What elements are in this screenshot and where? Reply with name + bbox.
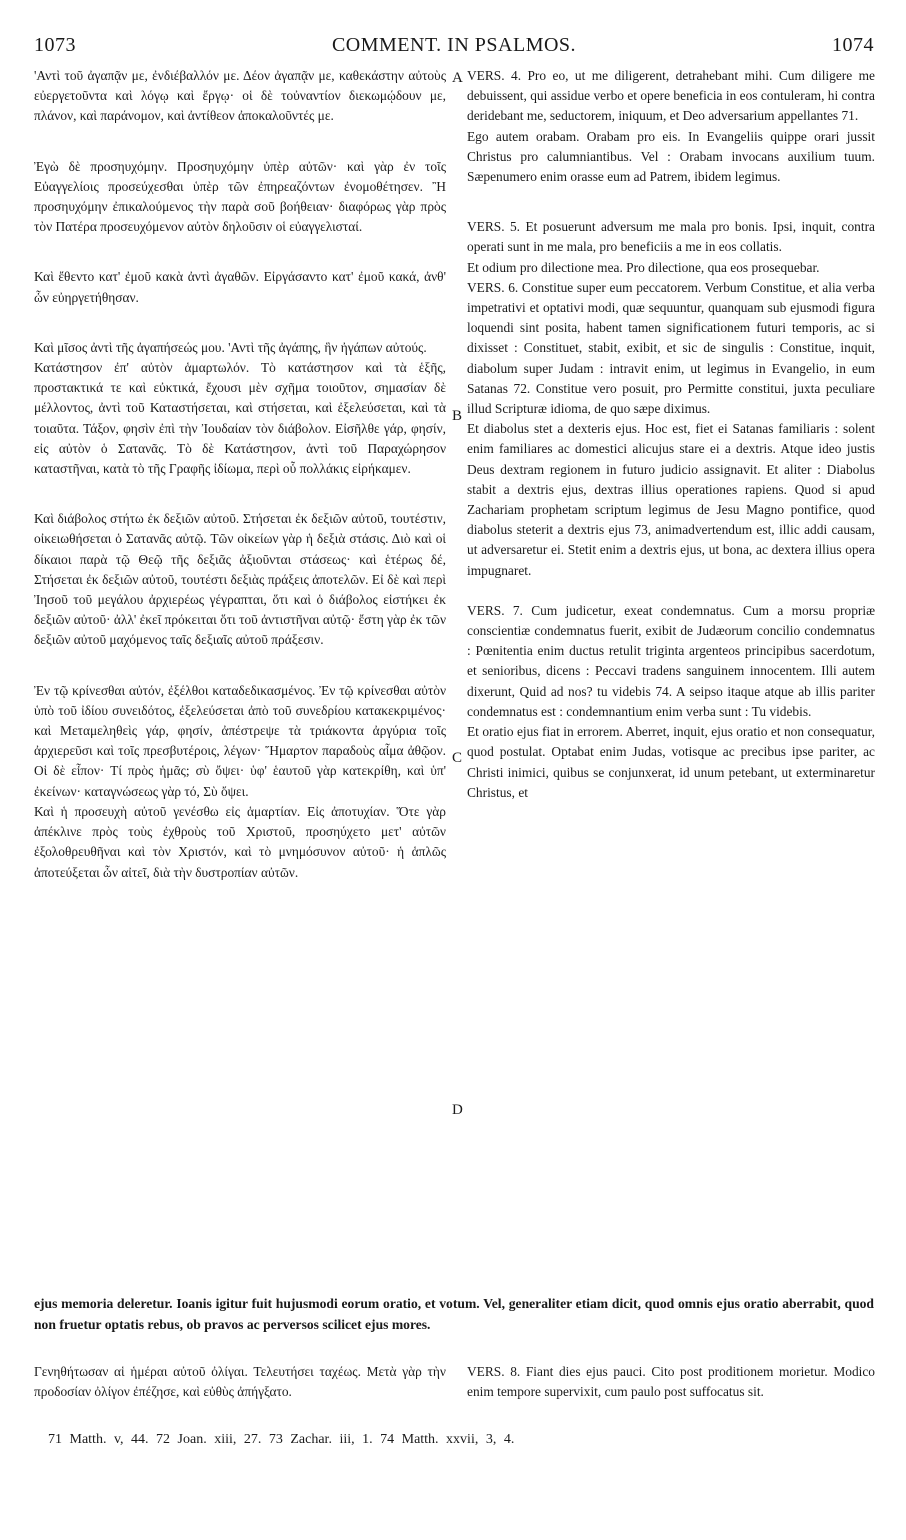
left-page-number: 1073 xyxy=(34,34,76,56)
footnotes: 71 Matth. v, 44. 72 Joan. xiii, 27. 73 Zachar. iii, 1. 74 Matth. xxvii, 3, 4. xyxy=(48,1432,515,1447)
latin-paragraph: Et odium pro dilectione mea. Pro dilectione, qua eos prosequebar. xyxy=(467,259,820,275)
margin-marker-d: D xyxy=(452,1102,463,1118)
right-page-number: 1074 xyxy=(832,34,874,56)
latin-closing xyxy=(467,1362,875,1402)
latin-paragraph: VERS. 4. Pro eo, ut me diligerent, detrahebant mihi. Cum diligere me debuissent, qui assidue verbo et opere beneficia in eos contuleram, hi contra deridebant me, seductorem, iniquum, et Deo adversarium appellantes 71. xyxy=(467,68,875,124)
greek-column xyxy=(34,66,446,883)
latin-paragraph: Ego autem orabam. Orabam pro eis. In Evangeliis quippe orari jussit Christus pro calumniantibus. Vel : Orabam invocans auxilium tuum. Sæpenumero enim orasse eum ad Patrem, ibidem legimus. xyxy=(467,128,875,185)
margin-marker-c: C xyxy=(452,750,463,766)
greek-paragraph: Καὶ διάβολος στήτω ἐκ δεξιῶν αὐτοῦ. Στήσεται ἐκ δεξιῶν αὐτοῦ, τουτέστιν, οἰκειωθήσεται ὁ Σατανᾶς αὐτῷ. Τῶν οἰκείων γὰρ ἡ δεξιὰ στάσις. Διὸ καὶ οἱ δίκαιοι παρὰ τῷ Θεῷ τῆς δεξιᾶς ἀξιοῦνται στάσεως· καὶ ἑτέρως δέ, Στήσεται ἐκ δεξιῶν αὐτοῦ, τουτέστι δεξιὰς πράξεις ἀποτελῶν. Εἰ δὲ καὶ περὶ Ἰησοῦ τοῦ μεγάλου ἀρχιερέως γέγραπται, ὅτι καὶ ὁ διάβολος εἱστήκει ἐκ δεξιῶν αὐτοῦ· ἀλλ' ἐκεῖ πρόκειται ὅτι τοῦ ἀντιστῆναι αὐτῷ· ἔστη γὰρ ἐκ τῶν δεξιῶν αὐτοῦ μαχόμενος ταῖς δεξιαῖς αὐτοῦ πράξεσιν. xyxy=(34,511,446,648)
greek-closing xyxy=(34,1362,446,1402)
latin-column xyxy=(467,66,875,803)
greek-paragraph: Ἐν τῷ κρίνεσθαι αὐτόν, ἐξέλθοι καταδεδικασμένος. Ἐν τῷ κρίνεσθαι αὐτὸν ὑπὸ τοῦ ἰδίου συνειδότος, ἐξελεύσεται ἀπὸ τοῦ συνεδρίου κατακεκριμένος· καὶ Μεταμεληθεὶς γάρ, φησίν, ἀπέστρεψε τὰ τριάκοντα ἀργύρια τοῖς ἀρχιερεῦσι καὶ τοῖς πρεσβυτέροις, λέγων· Ἥμαρτον παραδοὺς αἷμα ἀθῷον. Οἱ δὲ εἶπον· Τί πρὸς ἡμᾶς; σὺ ὄψει· ὑφ' ἑαυτοῦ γὰρ κατεκρίθη, καὶ ὑπ' ἐκείνων· καταγνώσεως γὰρ τό, Σὺ ὄψει. xyxy=(34,682,446,799)
latin-paragraph: Et oratio ejus fiat in errorem. Aberret, inquit, ejus oratio et non consequatur, quod postulat. Optabat enim Judas, votisque ac precibus ipse pariter, ac Christi inimici, quibus se conjunxerat, id unum petebant, ut exterminaretur Christus, et xyxy=(467,724,875,800)
latin-paragraph: VERS. 7. Cum judicetur, exeat condemnatus. Cum a morsu propriæ conscientiæ condemnatus fuerit, exibit de Judæorum concilio condemnatus : Pœnitentia enim ductus retulit triginta argenteos principibus sacerdotum, et senioribus, dicens : Peccavi tradens sanguinem innocentem. Illi autem dixerunt, Quid ad nos? tu videbis 74. A seipso itaque atque ab illis pariter condemnatus est : condemnantium enim verba sunt : Tu videbis. xyxy=(467,602,875,719)
latin-paragraph: Et diabolus stet a dexteris ejus. Hoc est, fiet ei Satanas familiaris : solent enim familiares ac domestici alicujus stare ei a dextris. Atque ideo justis Deus dextram regionem in futuro judicio assignavit. Et aliter : Diabolus stabit a dextris ejus, dextras illius operationes rapiens. Quod si apud Zachariam prophetam scriptum legimus de Jesu Magno pontifice, quod diabolus steterit a dextris ejus 73, animadvertendum est, illic addi causam, ut adversaretur ei. Stetit enim a dextris ejus, ut bona, ac dextera illius opera impugnaret. xyxy=(467,421,875,578)
full-width-paragraph xyxy=(34,1294,874,1335)
margin-marker-a: A xyxy=(452,70,463,86)
margin-marker-b: B xyxy=(452,408,463,424)
full-width-text: ejus memoria deleretur. Ioanis igitur fuit hujusmodi eorum oratio, et votum. Vel, generaliter etiam dicit, quod omnis ejus oratio aberrabit, quod non fruetur optatis rebus, ob pravos ac perversos scilicet ejus mores. xyxy=(34,1296,874,1332)
greek-paragraph: Καὶ ἔθεντο κατ' ἐμοῦ κακὰ ἀντὶ ἀγαθῶν. Εἰργάσαντο κατ' ἐμοῦ κακά, ἀνθ' ὧν εὐηργετήθησαν. xyxy=(34,269,446,305)
latin-paragraph: VERS. 6. Constitue super eum peccatorem. Verbum Constitue, et alia verba impetrativi et optativi modi, quæ sequuntur, quanquam sub ejusmodi figura loquendi sint posita, habent tamen significationem futuri temporis, ac si dixisset : Constituet, stabit, exibit, et sic de singulis : Constitue, inquit, diabolum super Judam : intravit enim, ut legimus in Evangelio, in eum Satanas 72. Constitue vero posuit, pro Permitte constitui, juxta peculiare illud Scripturæ idioma, de quo sæpe diximus. xyxy=(467,279,875,417)
running-title: COMMENT. IN PSALMOS. xyxy=(331,34,577,56)
latin-paragraph: VERS. 8. Fiant dies ejus pauci. Cito post proditionem morietur. Modico enim tempore supervixit, cum paulo post suffocatus sit. xyxy=(467,1364,875,1400)
greek-paragraph: Καὶ ἡ προσευχὴ αὐτοῦ γενέσθω εἰς ἁμαρτίαν. Εἰς ἀποτυχίαν. Ὅτε γὰρ ἀπέκλινε πρὸς τοὺς ἐχθροὺς τοῦ Χριστοῦ, προσηύχετο μετ' αὐτῶν ἐξολοθρευθῆναι καὶ τὸν Χριστόν, καὶ τὸ μνημόσυνον αὐτοῦ· ἡ ἁπλῶς ἀποτεύξεται ὧν αἰτεῖ, διὰ τὴν δυστροπίαν αὐτῶν. xyxy=(34,803,446,880)
greek-paragraph: Γενηθήτωσαν αἱ ἡμέραι αὐτοῦ ὀλίγαι. Τελευτήσει ταχέως. Μετὰ γὰρ τὴν προδοσίαν ὀλίγον ἐπέζησε, καὶ εὐθὺς ἀπήγξατο. xyxy=(34,1364,446,1400)
latin-paragraph: VERS. 5. Et posuerunt adversum me mala pro bonis. Ipsi, inquit, contra operati sunt in me mala, pro beneficiis a me in eos collatis. xyxy=(467,219,875,255)
greek-paragraph: Κατάστησον ἐπ' αὐτὸν ἁμαρτωλόν. Τὸ κατάστησον καὶ τὰ ἑξῆς, προστακτικά τε καὶ εὐκτικά, ἔχουσι μὲν σχῆμα τοιοῦτον, σημασίαν δὲ μέλλοντος, ἀντὶ τοῦ Καταστήσεται, καὶ στήσεται, καὶ ἐξελεύσεται, καὶ τὰ τοιαῦτα. Τάξον, φησὶν ἐπὶ τὴν Ἰουδαίαν τὸν διάβολον. Εἰσῆλθε γάρ, φησίν, εἰς αὐτὸν ὁ Σατανᾶς. Τὸ δὲ Κατάστησον, ἀντὶ τοῦ Παραχώρησον καταστῆναι, κατὰ τὸ τῆς Γραφῆς ἰδίωμα, περὶ οὗ πολλάκις εἰρήκαμεν. xyxy=(34,360,446,477)
greek-paragraph: Ἐγὼ δὲ προσηυχόμην. Προσηυχόμην ὑπὲρ αὐτῶν· καὶ γὰρ ἐν τοῖς Εὐαγγελίοις προσεύχεσθαι ὑπὲρ τῶν ἐπηρεαζόντων ἐνομοθέτησεν. Ἢ προσηυχόμην ἐπικαλούμενος τὴν παρὰ σοῦ βοήθειαν· διαφόρως γὰρ πρὸς τὸν Πατέρα προσευχόμενον αὐτὸν δηλοῦσιν οἱ εὐαγγελισταί. xyxy=(34,158,446,235)
greek-paragraph: Καὶ μῖσος ἀντὶ τῆς ἀγαπήσεώς μου. 'Αντὶ τῆς ἀγάπης, ἣν ἠγάπων αὐτούς. xyxy=(34,339,427,355)
greek-paragraph: 'Αντὶ τοῦ ἀγαπᾷν με, ἐνδιέβαλλόν με. Δέον ἀγαπᾷν με, καθεκάστην αὐτοὺς εὐεργετοῦντα καὶ λόγῳ καὶ ἔργῳ· οἱ δὲ τοὐναντίον διεκωμῴδουν με, πλάνον, καὶ παράνομον, καὶ ἀντίθεον ἀποκαλοῦντές με. xyxy=(34,68,446,124)
page-header xyxy=(34,34,874,58)
